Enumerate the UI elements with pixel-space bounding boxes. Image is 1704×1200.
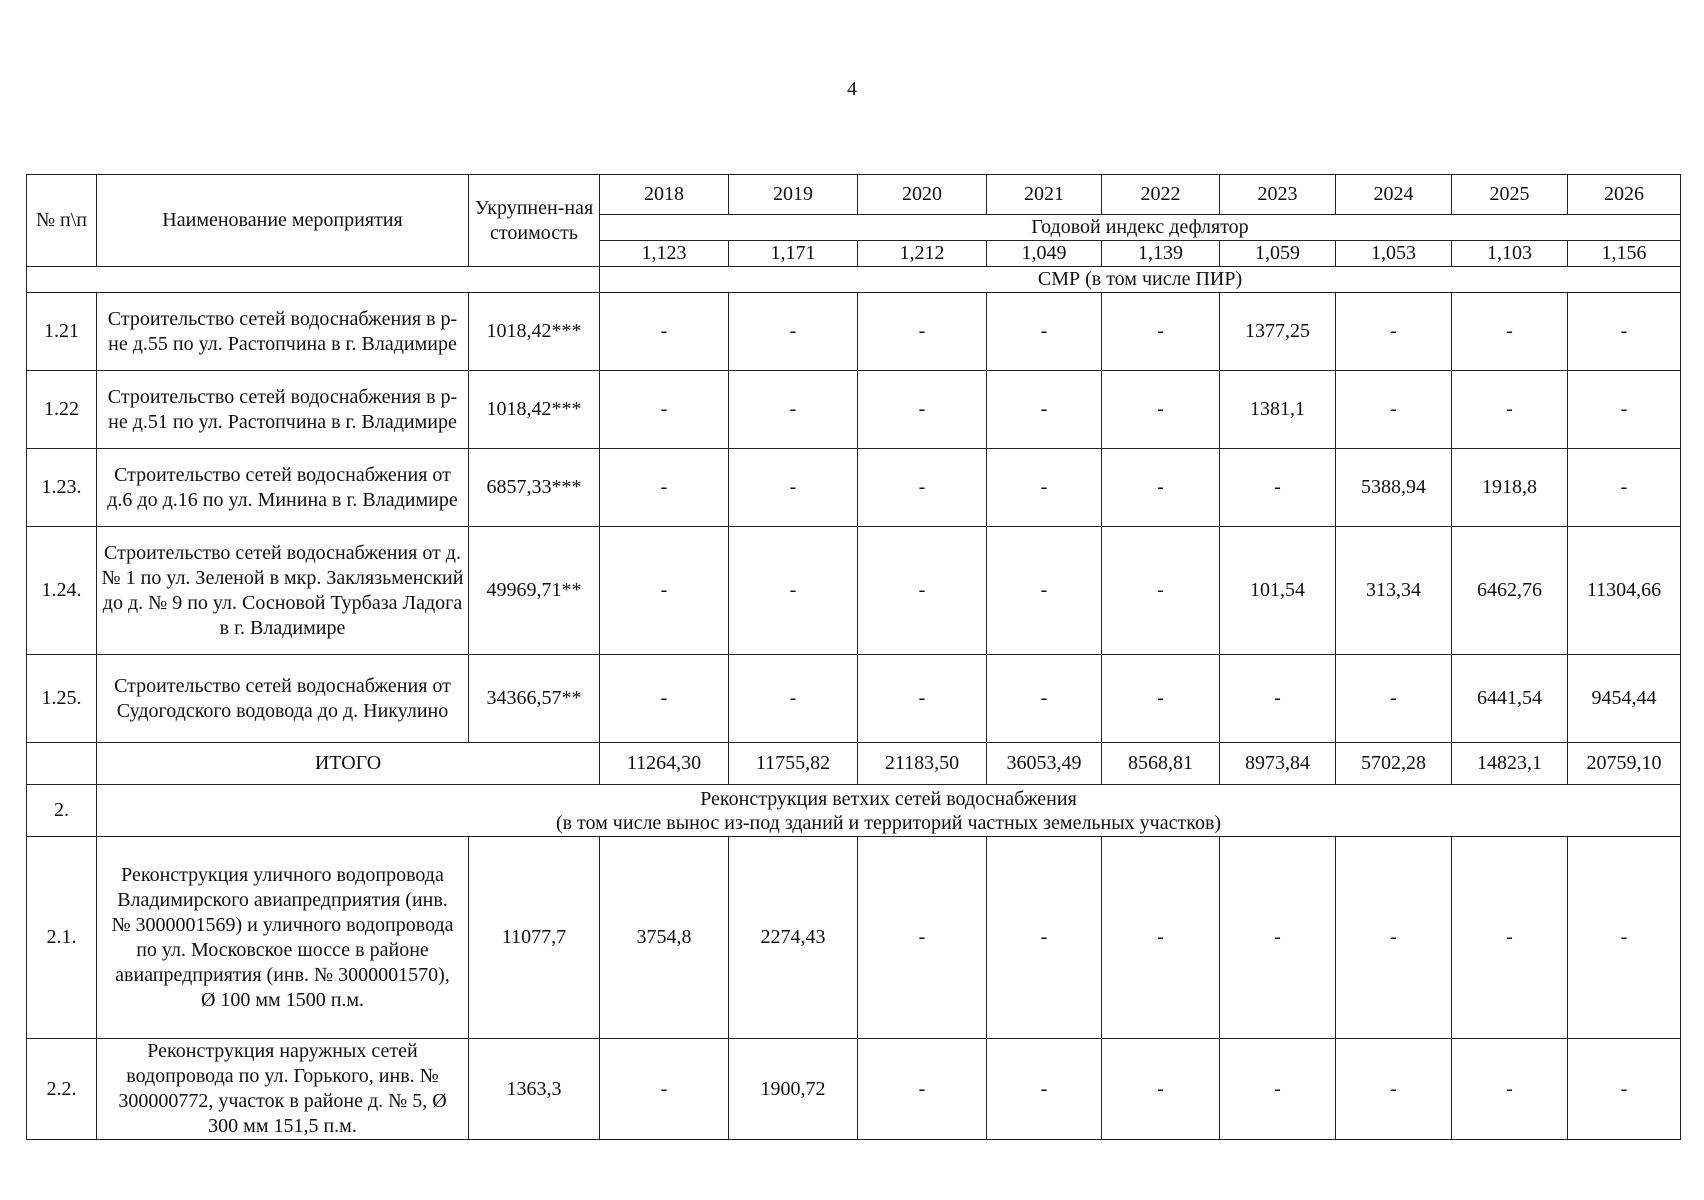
row-value: - bbox=[1102, 655, 1220, 743]
row-value: - bbox=[1568, 293, 1681, 371]
row-value: 2274,43 bbox=[729, 837, 858, 1039]
header-year: 2022 bbox=[1102, 175, 1220, 215]
row-name: Строительство сетей водоснабжения в р-не д.55 по ул. Растопчина в г. Владимире bbox=[97, 293, 469, 371]
row-value: - bbox=[987, 293, 1102, 371]
row-value: - bbox=[1102, 527, 1220, 655]
row-num: 1.22 bbox=[27, 371, 97, 449]
row-value: - bbox=[729, 449, 858, 527]
row-value: - bbox=[1102, 371, 1220, 449]
deflator-value: 1,123 bbox=[600, 241, 729, 267]
row-value: 9454,44 bbox=[1568, 655, 1681, 743]
total-num-empty bbox=[27, 743, 97, 785]
deflator-value: 1,059 bbox=[1220, 241, 1336, 267]
header-cost: Укрупнен-ная стоимость bbox=[469, 175, 600, 267]
table-row bbox=[27, 655, 1681, 743]
total-row bbox=[27, 743, 1681, 785]
row-value: - bbox=[729, 371, 858, 449]
section-title bbox=[97, 785, 1681, 837]
row-value: - bbox=[1102, 1039, 1220, 1140]
row-value: - bbox=[858, 527, 987, 655]
deflator-value: 1,139 bbox=[1102, 241, 1220, 267]
header-year: 2020 bbox=[858, 175, 987, 215]
row-value: - bbox=[1568, 1039, 1681, 1140]
table-row bbox=[27, 837, 1681, 1039]
row-value: - bbox=[729, 293, 858, 371]
total-value: 8973,84 bbox=[1220, 743, 1336, 785]
row-value: - bbox=[729, 655, 858, 743]
row-value: - bbox=[1220, 837, 1336, 1039]
header-year: 2023 bbox=[1220, 175, 1336, 215]
row-name: Строительство сетей водоснабжения от Судогодского водовода до д. Никулино bbox=[97, 655, 469, 743]
row-value: - bbox=[600, 527, 729, 655]
row-value: - bbox=[1452, 1039, 1568, 1140]
page-number: 4 bbox=[847, 78, 857, 100]
header-name: Наименование мероприятия bbox=[97, 175, 469, 267]
row-value: 5388,94 bbox=[1336, 449, 1452, 527]
row-value: 3754,8 bbox=[600, 837, 729, 1039]
row-name: Строительство сетей водоснабжения от д. № 1 по ул. Зеленой в мкр. Заклязьменский до д. № 9 по ул. Сосновой Турбаза Ладога в г. Владимире bbox=[97, 527, 469, 655]
row-value: 1381,1 bbox=[1220, 371, 1336, 449]
row-num: 1.21 bbox=[27, 293, 97, 371]
row-value: - bbox=[1220, 655, 1336, 743]
row-value: - bbox=[1568, 371, 1681, 449]
row-value: - bbox=[858, 371, 987, 449]
deflator-value: 1,103 bbox=[1452, 241, 1568, 267]
total-value: 5702,28 bbox=[1336, 743, 1452, 785]
row-name: Реконструкция наружных сетей водопровода по ул. Горького, инв. № 300000772, участок в районе д. № 5, Ø 300 мм 151,5 п.м. bbox=[97, 1039, 469, 1140]
row-value: 6441,54 bbox=[1452, 655, 1568, 743]
header-year: 2024 bbox=[1336, 175, 1452, 215]
row-value: - bbox=[987, 527, 1102, 655]
table-row bbox=[27, 527, 1681, 655]
deflator-label: Годовой индекс дефлятор bbox=[600, 215, 1681, 241]
row-name: Строительство сетей водоснабжения от д.6 до д.16 по ул. Минина в г. Владимире bbox=[97, 449, 469, 527]
total-value: 36053,49 bbox=[987, 743, 1102, 785]
row-value: - bbox=[1336, 1039, 1452, 1140]
row-value: - bbox=[1102, 837, 1220, 1039]
section-title-line2: (в том числе вынос из-под зданий и территорий частных земельных участков) bbox=[555, 811, 1222, 834]
smr-spacer bbox=[27, 267, 600, 293]
row-value: - bbox=[1220, 449, 1336, 527]
header-year: 2021 bbox=[987, 175, 1102, 215]
row-value: - bbox=[858, 655, 987, 743]
row-value: 11304,66 bbox=[1568, 527, 1681, 655]
row-cost: 1363,3 bbox=[469, 1039, 600, 1140]
table-body bbox=[27, 175, 1681, 1140]
deflator-value: 1,053 bbox=[1336, 241, 1452, 267]
activities-table bbox=[26, 174, 1681, 1140]
row-value: - bbox=[600, 655, 729, 743]
total-value: 21183,50 bbox=[858, 743, 987, 785]
row-value: - bbox=[600, 293, 729, 371]
row-value: - bbox=[987, 1039, 1102, 1140]
section-num: 2. bbox=[27, 785, 97, 837]
section-title-line1: Реконструкция ветхих сетей водоснабжения bbox=[700, 787, 1077, 810]
row-value: - bbox=[1336, 837, 1452, 1039]
row-cost: 1018,42*** bbox=[469, 371, 600, 449]
row-cost: 49969,71** bbox=[469, 527, 600, 655]
total-label: ИТОГО bbox=[97, 743, 600, 785]
row-value: - bbox=[1452, 293, 1568, 371]
row-value: 6462,76 bbox=[1452, 527, 1568, 655]
table-row bbox=[27, 371, 1681, 449]
row-value: - bbox=[1102, 449, 1220, 527]
row-cost: 1018,42*** bbox=[469, 293, 600, 371]
row-value: - bbox=[1452, 371, 1568, 449]
row-num: 2.1. bbox=[27, 837, 97, 1039]
row-value: - bbox=[1336, 293, 1452, 371]
row-value: 1900,72 bbox=[729, 1039, 858, 1140]
row-value: - bbox=[1336, 371, 1452, 449]
row-value: - bbox=[987, 371, 1102, 449]
row-num: 2.2. bbox=[27, 1039, 97, 1140]
row-num: 1.23. bbox=[27, 449, 97, 527]
row-value: - bbox=[1220, 1039, 1336, 1140]
header-row-years bbox=[27, 175, 1681, 215]
row-value: - bbox=[987, 837, 1102, 1039]
row-num: 1.25. bbox=[27, 655, 97, 743]
deflator-value: 1,156 bbox=[1568, 241, 1681, 267]
row-name: Строительство сетей водоснабжения в р-не д.51 по ул. Растопчина в г. Владимире bbox=[97, 371, 469, 449]
section-row bbox=[27, 785, 1681, 837]
row-value: - bbox=[600, 371, 729, 449]
smr-label: СМР (в том числе ПИР) bbox=[600, 267, 1681, 293]
row-value: - bbox=[1102, 293, 1220, 371]
table-row bbox=[27, 449, 1681, 527]
row-value: - bbox=[987, 449, 1102, 527]
header-year: 2026 bbox=[1568, 175, 1681, 215]
row-value: - bbox=[858, 449, 987, 527]
deflator-value: 1,171 bbox=[729, 241, 858, 267]
total-value: 14823,1 bbox=[1452, 743, 1568, 785]
total-value: 11264,30 bbox=[600, 743, 729, 785]
row-value: 1918,8 bbox=[1452, 449, 1568, 527]
total-value: 8568,81 bbox=[1102, 743, 1220, 785]
row-name: Реконструкция уличного водопровода Владимирского авиапредприятия (инв. № 3000001569) и уличного водопровода по ул. Московское шоссе в районе авиапредприятия (инв. № 3000001570), Ø 100 мм 1500 п.м. bbox=[97, 837, 469, 1039]
header-num: № п\п bbox=[27, 175, 97, 267]
header-row-smr bbox=[27, 267, 1681, 293]
row-value: 313,34 bbox=[1336, 527, 1452, 655]
deflator-value: 1,212 bbox=[858, 241, 987, 267]
row-cost: 11077,7 bbox=[469, 837, 600, 1039]
row-value: - bbox=[858, 293, 987, 371]
row-value: - bbox=[1452, 837, 1568, 1039]
header-year: 2019 bbox=[729, 175, 858, 215]
header-year: 2018 bbox=[600, 175, 729, 215]
row-value: - bbox=[600, 1039, 729, 1140]
row-cost: 6857,33*** bbox=[469, 449, 600, 527]
header-year: 2025 bbox=[1452, 175, 1568, 215]
row-cost: 34366,57** bbox=[469, 655, 600, 743]
deflator-value: 1,049 bbox=[987, 241, 1102, 267]
row-value: - bbox=[1568, 449, 1681, 527]
row-value: 101,54 bbox=[1220, 527, 1336, 655]
total-value: 20759,10 bbox=[1568, 743, 1681, 785]
table-row bbox=[27, 293, 1681, 371]
row-value: - bbox=[600, 449, 729, 527]
row-value: - bbox=[1336, 655, 1452, 743]
row-value: - bbox=[858, 1039, 987, 1140]
row-value: - bbox=[987, 655, 1102, 743]
row-value: - bbox=[858, 837, 987, 1039]
row-value: - bbox=[1568, 837, 1681, 1039]
total-value: 11755,82 bbox=[729, 743, 858, 785]
table-row bbox=[27, 1039, 1681, 1140]
row-num: 1.24. bbox=[27, 527, 97, 655]
row-value: 1377,25 bbox=[1220, 293, 1336, 371]
row-value: - bbox=[729, 527, 858, 655]
